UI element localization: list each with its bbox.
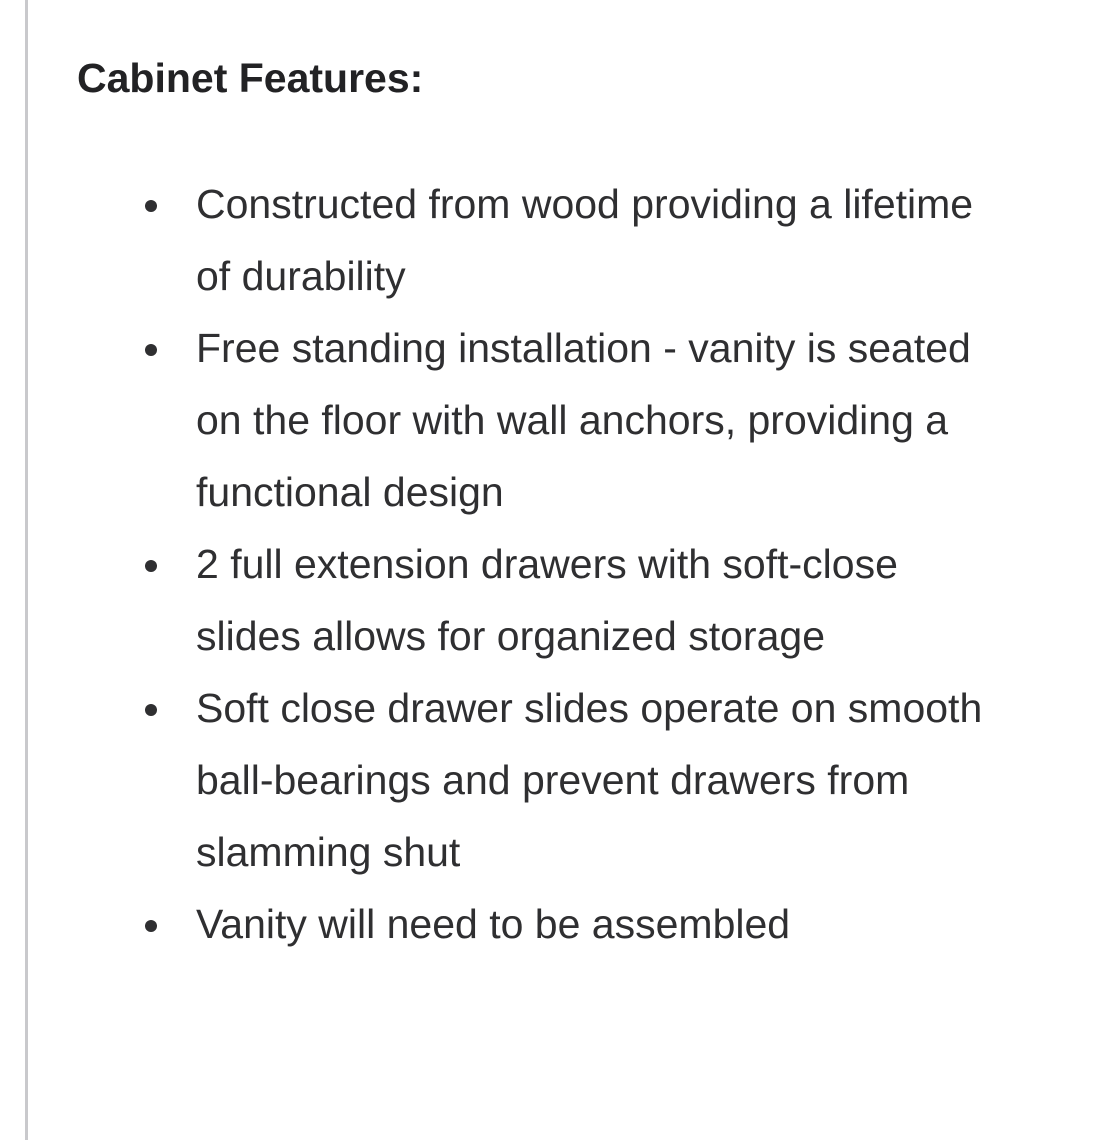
bullet-icon	[145, 920, 157, 932]
bullet-icon	[145, 200, 157, 212]
list-item	[77, 672, 1006, 888]
feature-text: Constructed from wood providing a lifetime of durability	[196, 181, 974, 299]
section-heading: Cabinet Features:	[77, 55, 424, 101]
bullet-icon	[145, 560, 157, 572]
list-item	[77, 528, 1006, 672]
list-item	[77, 312, 1006, 528]
left-border-rule	[25, 0, 28, 1140]
feature-text: Free standing installation - vanity is seated on the floor with wall anchors, providing a functional design	[196, 325, 971, 515]
cabinet-features-section	[77, 50, 1037, 960]
feature-text: Vanity will need to be assembled	[196, 901, 791, 947]
feature-text: 2 full extension drawers with soft-close slides allows for organized storage	[196, 541, 898, 659]
list-item	[77, 888, 1006, 960]
bullet-icon	[145, 344, 157, 356]
bullet-icon	[145, 704, 157, 716]
list-item	[77, 168, 1006, 312]
feature-text: Soft close drawer slides operate on smooth ball-bearings and prevent drawers from slamming shut	[196, 685, 983, 875]
features-list	[77, 168, 1037, 960]
